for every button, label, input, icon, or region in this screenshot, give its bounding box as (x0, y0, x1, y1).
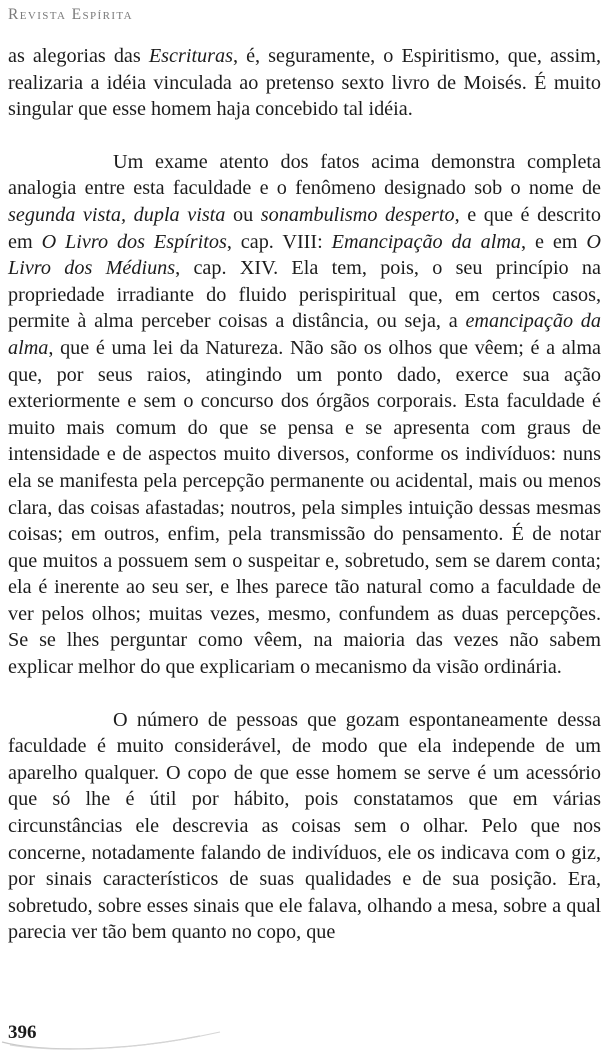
text-run: , é, seguramente, o Espiritismo, que, assim, realizaria a idéia vinculada ao pretenso sexto livro de Moisés. É muito singular que esse homem haja concebido tal idéia. (8, 45, 601, 121)
italic-run: O Livro dos Médiuns (8, 230, 601, 280)
text-run: ou (225, 203, 261, 226)
italic-run: emancipação da alma (8, 310, 601, 359)
text-run: , cap. XIV. Ela tem, pois, o seu princípio na propriedade irradiante do fluido perispiritual que, em certos casos, permite à alma perceber coisas a distância, ou seja, a (8, 257, 601, 333)
text-run: as alegorias das (8, 45, 149, 67)
page-number: 396 (8, 1022, 37, 1043)
italic-run: Emancipação da alma (331, 230, 522, 253)
text-run: , e em (521, 230, 587, 253)
page-footer (0, 1012, 607, 1053)
text-run: Um exame atento dos fatos acima demonstra completa analogia entre esta faculdade e o fenômeno designado sob o nome de (8, 150, 601, 200)
text-run: , cap. VIII: (226, 230, 332, 253)
paragraph-1 (8, 43, 601, 123)
text-run: O número de pessoas que gozam espontaneamente dessa faculdade é muito considerável, de modo que ela independe de um aparelho qualquer. O copo de que esse homem se serve é um acessório que só lhe é útil por hábito, pois constatamos que em várias circunstâncias ele descrevia as coisas sem o olhar. Pelo que nos concerne, notadamente falando de indivíduos, ele os indicava com o giz, por sinais característicos de suas qualidades e de sua posição. Era, sobretudo, sobre esses sinais que ele falava, olhando a mesa, sobre a qual parecia ver tão bem quanto no copo, que (8, 708, 601, 944)
page-body (8, 43, 601, 946)
italic-run: sonambulismo desperto (260, 203, 455, 226)
italic-run: segunda vista, dupla vista (8, 203, 226, 226)
running-head: Revista Espírita (8, 6, 133, 23)
italic-run: Escrituras (148, 45, 233, 67)
paragraph-3 (8, 707, 601, 946)
text-run: , que é uma lei da Natureza. Não são os olhos que vêem; é a alma que, por seus raios, atingindo um ponto dado, exerce sua ação exteriormente e sem o concurso dos órgãos corporais. Esta faculdade é muito mais comum do que se pensa e se apresenta com graus de intensidade e de aspectos muito diversos, conforme os indivíduos: nuns ela se manifesta pela percepção permanente ou acidental, mais ou menos clara, das coisas afastadas; noutros, pela simples intuição dessas mesmas coisas; em outros, enfim, pela transmissão do pensamento. É de notar que muitos a possuem sem o suspeitar e, sobretudo, sem se darem conta; ela é inerente ao seu ser, e lhes parece tão natural como a faculdade de ver pelos olhos; muitas vezes, mesmo, confundem as duas percepções. Se se lhes perguntar como vêem, na maioria das vezes não sabem explicar melhor do que explicariam o mecanismo da visão ordinária. (8, 336, 601, 679)
italic-run: O Livro dos Espíritos (41, 230, 227, 253)
text-run: , e que é descrito em (8, 203, 601, 253)
paragraph-2 (8, 149, 601, 681)
